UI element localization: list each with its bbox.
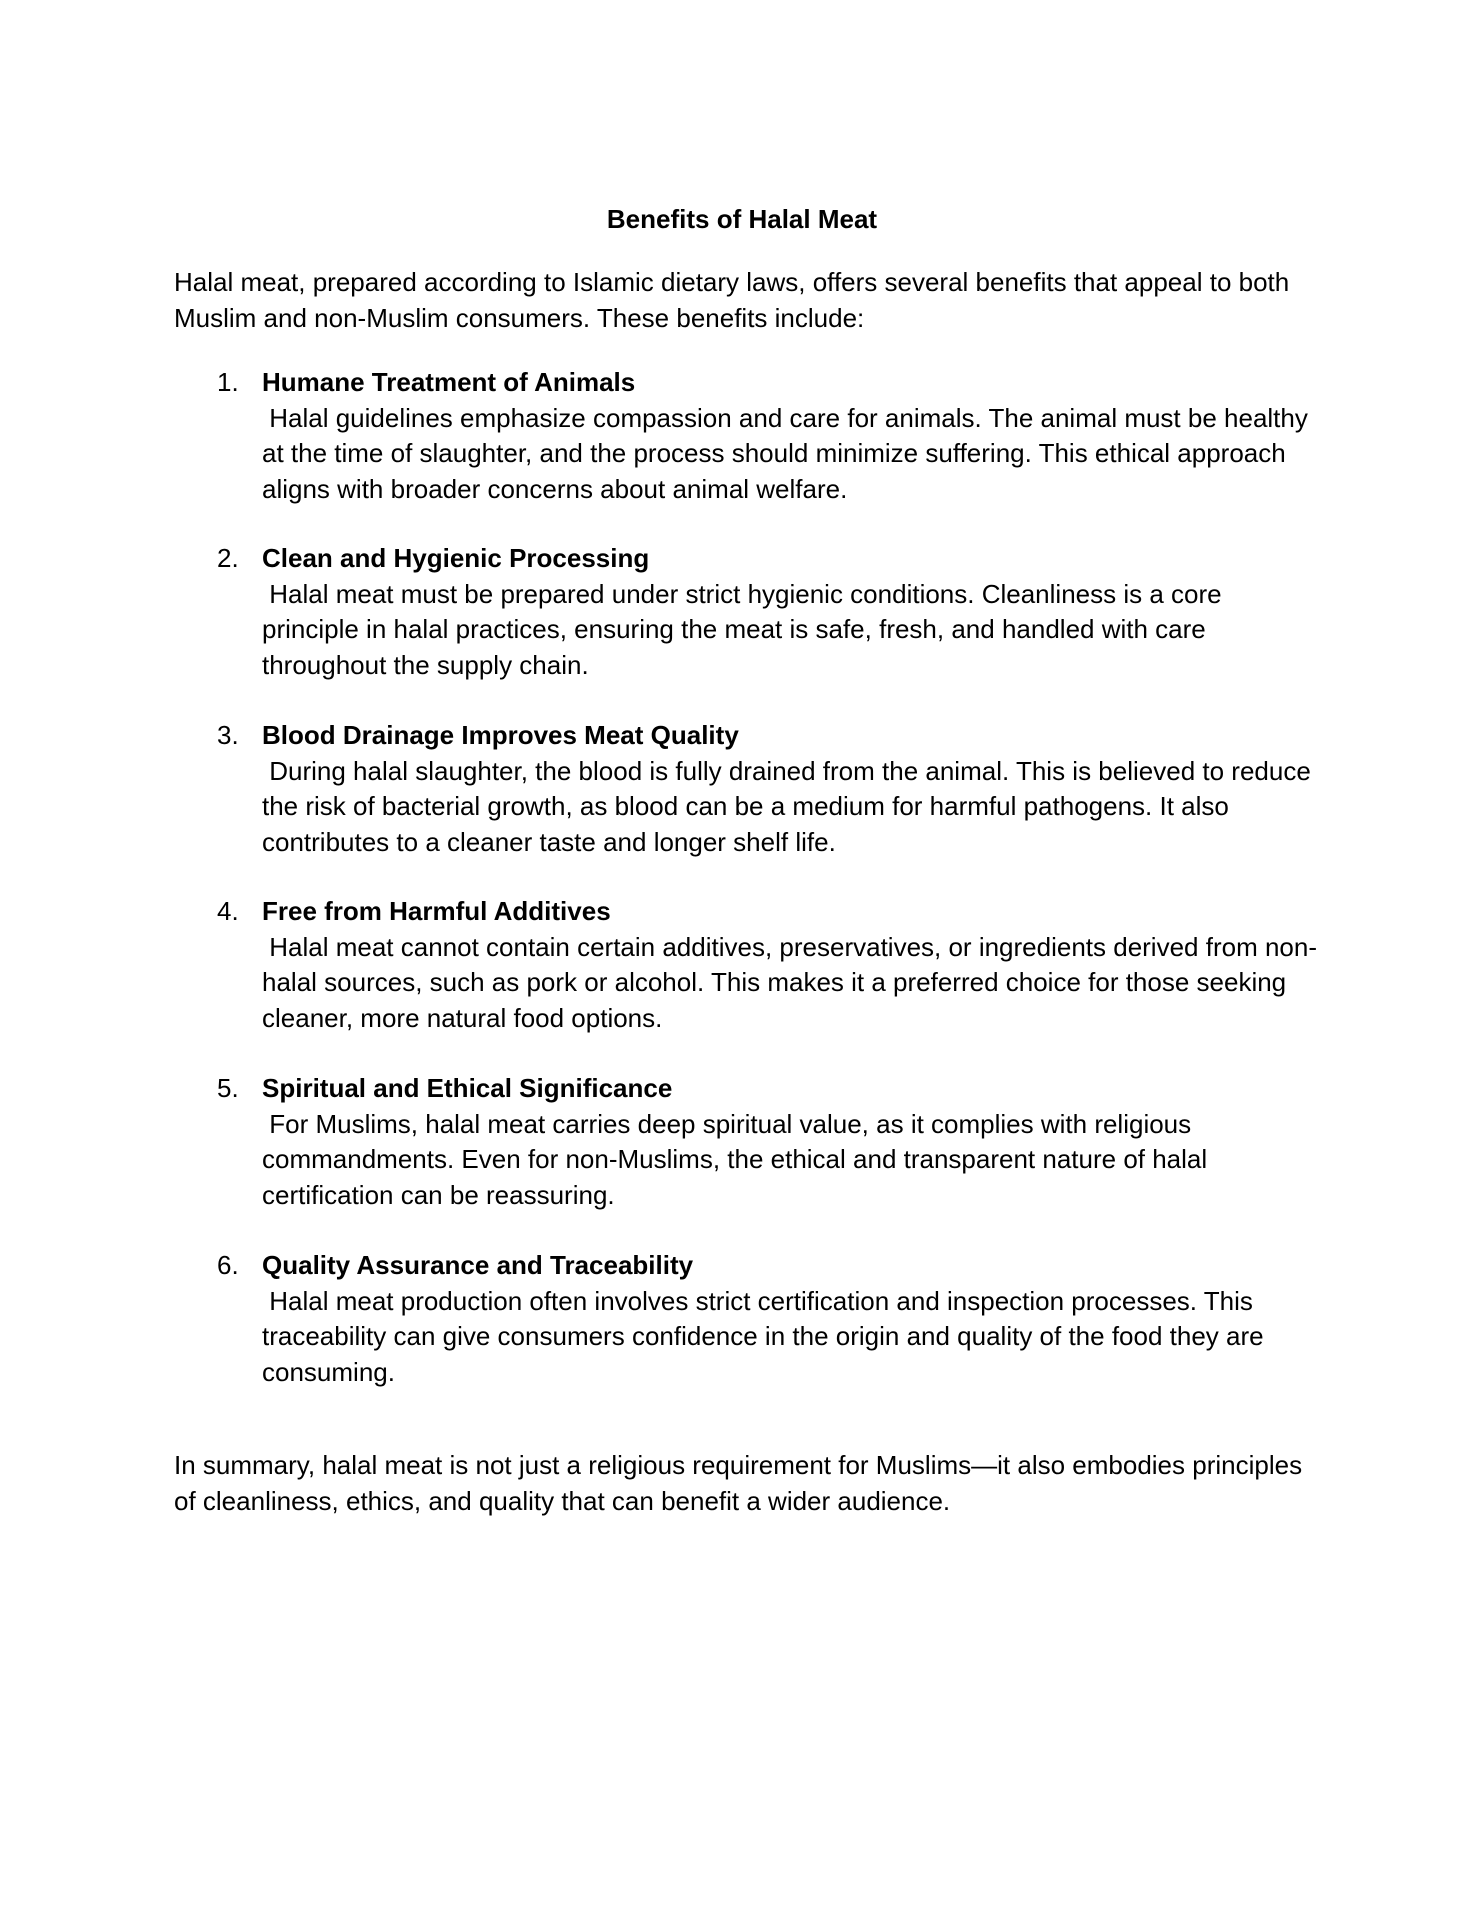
list-item-text: For Muslims, halal meat carries deep spiritual value, as it complies with religious commandments. Even for non-Muslims, the ethical and transparent nature of halal certification can be reassuring. [262,1108,1215,1210]
list-item-text: Halal meat cannot contain certain additives, preservatives, or ingredients derived from non-halal sources, such as pork or alcohol. This makes it a preferred choice for those seeking cleaner, more natural food options. [262,931,1317,1033]
summary-paragraph: In summary, halal meat is not just a religious requirement for Muslims—it also embodies principles of cleanliness, ethics, and quality that can benefit a wider audience. [174,1450,1303,1516]
list-item-body [262,1071,1322,1213]
list-item-heading: Blood Drainage Improves Meat Quality [262,720,739,750]
list-item-body [262,541,1322,683]
list-item-body [262,1248,1322,1390]
list-item-body [262,365,1322,507]
list-item-number: 3. [217,720,239,750]
list-item-number: 2. [217,543,239,573]
list-item-heading: Free from Harmful Additives [262,896,611,926]
intro-paragraph: Halal meat, prepared according to Islamic dietary laws, offers several benefits that appeal to both Muslim and non-Muslim consumers. These benefits include: [174,267,1290,333]
list-item-text: Halal meat must be prepared under strict hygienic conditions. Cleanliness is a core principle in halal practices, ensuring the meat is safe, fresh, and handled with care throughout the supply chain. [262,578,1229,680]
list-item-body [262,894,1322,1036]
list-item-heading: Quality Assurance and Traceability [262,1250,694,1280]
list-item-heading: Spiritual and Ethical Significance [262,1073,673,1103]
list-item-number: 1. [217,367,239,397]
list-item-number: 5. [217,1073,239,1103]
list-item-text: During halal slaughter, the blood is fully drained from the animal. This is believed to reduce the risk of bacterial growth, as blood can be a medium for harmful pathogens. It also contributes to a cleaner taste and longer shelf life. [262,755,1319,857]
list-item-heading: Humane Treatment of Animals [262,367,636,397]
document-title: Benefits of Halal Meat [606,204,878,234]
list-item-body [262,718,1322,860]
list-item-text: Halal meat production often involves strict certification and inspection processes. This traceability can give consumers confidence in the origin and quality of the food they are consuming. [262,1285,1271,1387]
list-item-heading: Clean and Hygienic Processing [262,543,650,573]
list-item-text: Halal guidelines emphasize compassion and care for animals. The animal must be healthy at the time of slaughter, and the process should minimize suffering. This ethical approach aligns with broader concerns about animal welfare. [262,402,1316,504]
list-item-number: 4. [217,896,239,926]
list-item-number: 6. [217,1250,239,1280]
